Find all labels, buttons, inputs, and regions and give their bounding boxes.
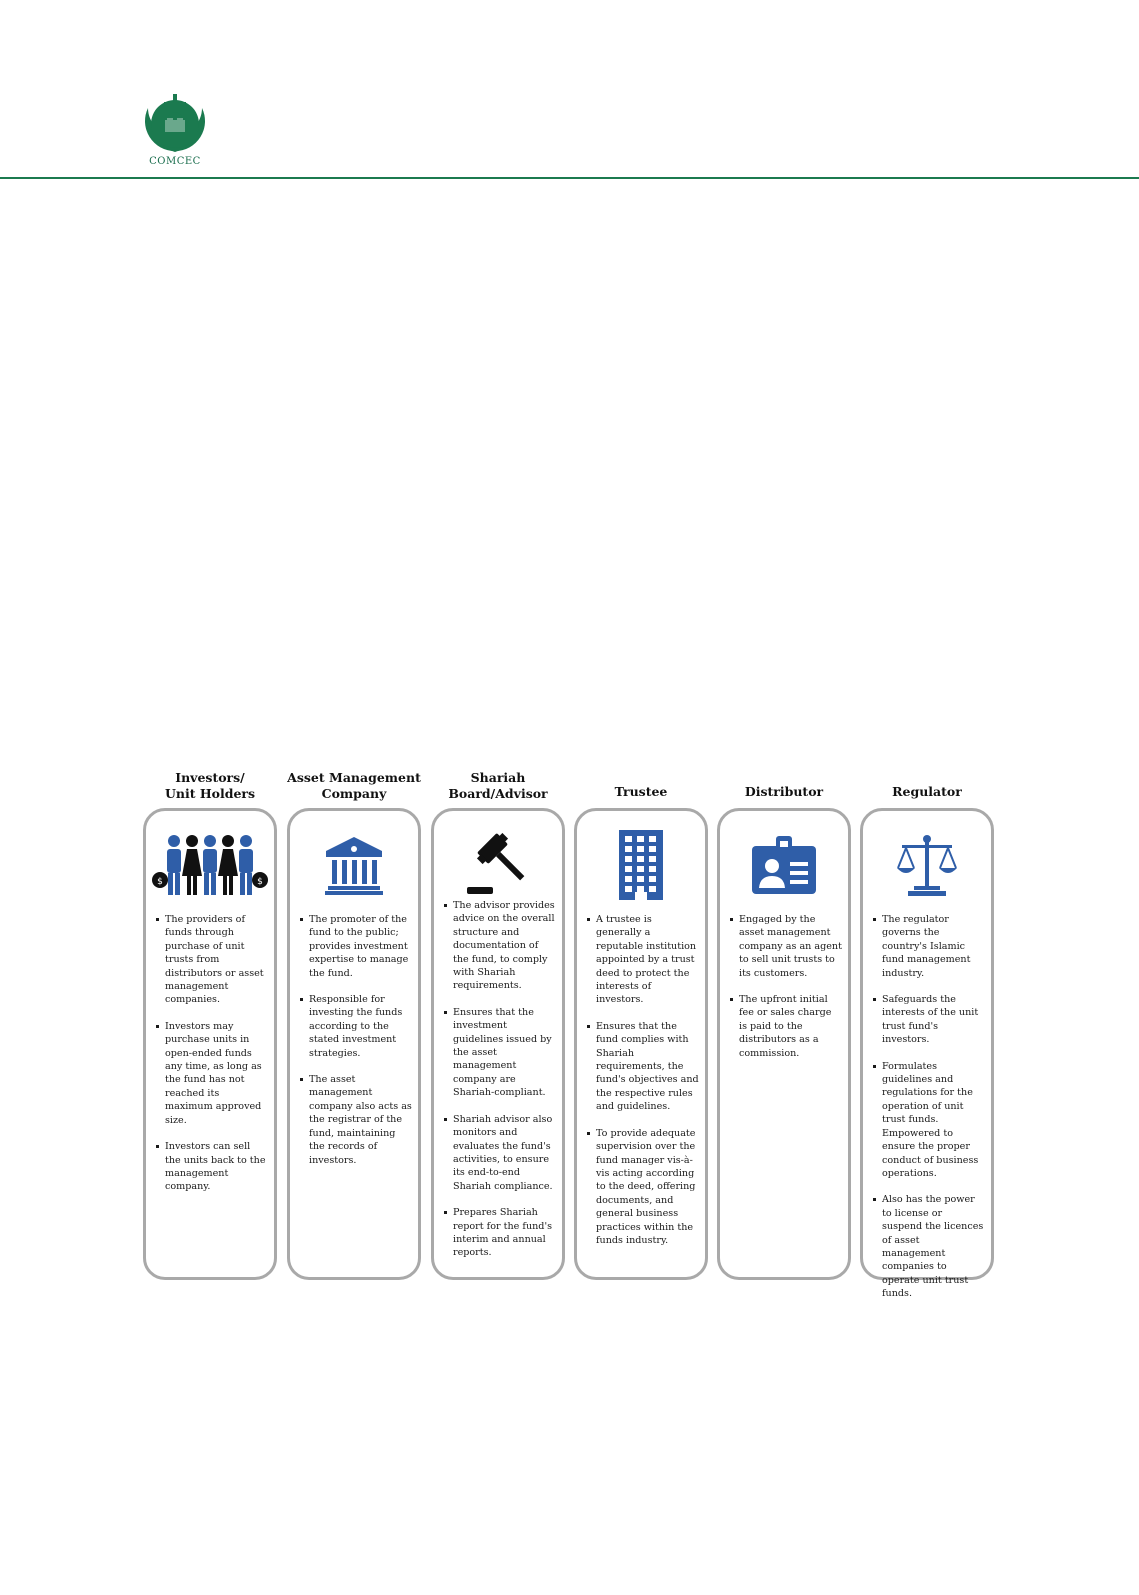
column-title [284,770,424,802]
bullet-item: Ensures that the investment guidelines issued by the asset management company are Shariah-compliant. [444,1006,556,1100]
party-panel [574,808,708,1280]
header-rule [0,177,1139,179]
column-title-line: Unit Holders [164,786,256,801]
gavel-icon [434,825,562,905]
bullet-list [873,913,985,1314]
bullet-list [156,913,268,1207]
logo-caption: COMCEC [149,156,201,167]
column-title-line: Regulator [892,784,962,799]
column-title-line: Board/Advisor [448,786,548,801]
page-header [0,0,1139,180]
column-title [571,784,711,800]
bullet-item: Also has the power to license or suspend the licences of asset management companies to operate unit trust funds. [873,1193,985,1300]
bullet-list [300,913,412,1180]
bullet-item: Investors can sell the units back to the management company. [156,1140,268,1194]
scales-icon [863,825,991,905]
svg-text:$: $ [257,877,263,887]
people-money-icon [146,825,274,905]
bullet-item: The asset management company also acts as the registrar of the fund, maintaining the records of investors. [300,1073,412,1167]
bullet-item: Shariah advisor also monitors and evaluates the fund's activities, to ensure its end-to-end Shariah compliance. [444,1113,556,1193]
bullet-list [587,913,699,1260]
column-title [140,770,280,802]
column-title-line: Distributor [744,784,824,799]
column-title-line: Asset Management [287,770,421,785]
party-panel [287,808,421,1280]
column-title [714,784,854,800]
bullet-item: The regulator governs the country's Islamic fund management industry. [873,913,985,980]
party-panel [860,808,994,1300]
column-title-line: Investors/ [175,770,245,785]
bullet-item: A trustee is generally a reputable institution appointed by a trust deed to protect the interests of investors. [587,913,699,1007]
bullet-item: Investors may purchase units in open-ended funds any time, as long as the fund has not reached its maximum approved size. [156,1020,268,1127]
bullet-item: The upfront initial fee or sales charge is paid to the distributors as a commission. [730,993,842,1060]
column-title-line: Shariah [470,770,526,785]
office-building-icon [577,825,705,905]
bullet-item: Prepares Shariah report for the fund's interim and annual reports. [444,1206,556,1260]
bullet-list [730,913,842,1073]
bullet-item: To provide adequate supervision over the fund manager vis-à-vis acting according to the deed, offering documents, and general business practices within the funds industry. [587,1127,699,1248]
bullet-list [444,899,556,1273]
bank-building-icon [290,825,418,905]
bullet-item: Responsible for investing the funds according to the stated investment strategies. [300,993,412,1060]
party-panel [143,808,277,1280]
column-title [428,770,568,802]
column-title-line: Trustee [614,784,668,799]
svg-text:$: $ [157,877,163,887]
bullet-item: The promoter of the fund to the public; provides investment expertise to manage the fund. [300,913,412,980]
column-title-line: Company [321,786,387,801]
bullet-item: Formulates guidelines and regulations for the operation of unit trust funds. Empowered to ensure the proper conduct of business operations. [873,1060,985,1181]
bullet-item: The providers of funds through purchase of unit trusts from distributors or asset management companies. [156,913,268,1007]
id-badge-icon [720,825,848,905]
party-panel [717,808,851,1280]
bullet-item: Safeguards the interests of the unit trust fund's investors. [873,993,985,1047]
column-title [857,784,997,800]
bullet-item: Ensures that the fund complies with Shariah requirements, the fund's objectives and the respective rules and guidelines. [587,1020,699,1114]
party-panel [431,808,565,1280]
bullet-item: Engaged by the asset management company as an agent to sell unit trusts to its customers. [730,913,842,980]
bullet-item: The advisor provides advice on the overall structure and documentation of the fund, to comply with Shariah requirements. [444,899,556,993]
